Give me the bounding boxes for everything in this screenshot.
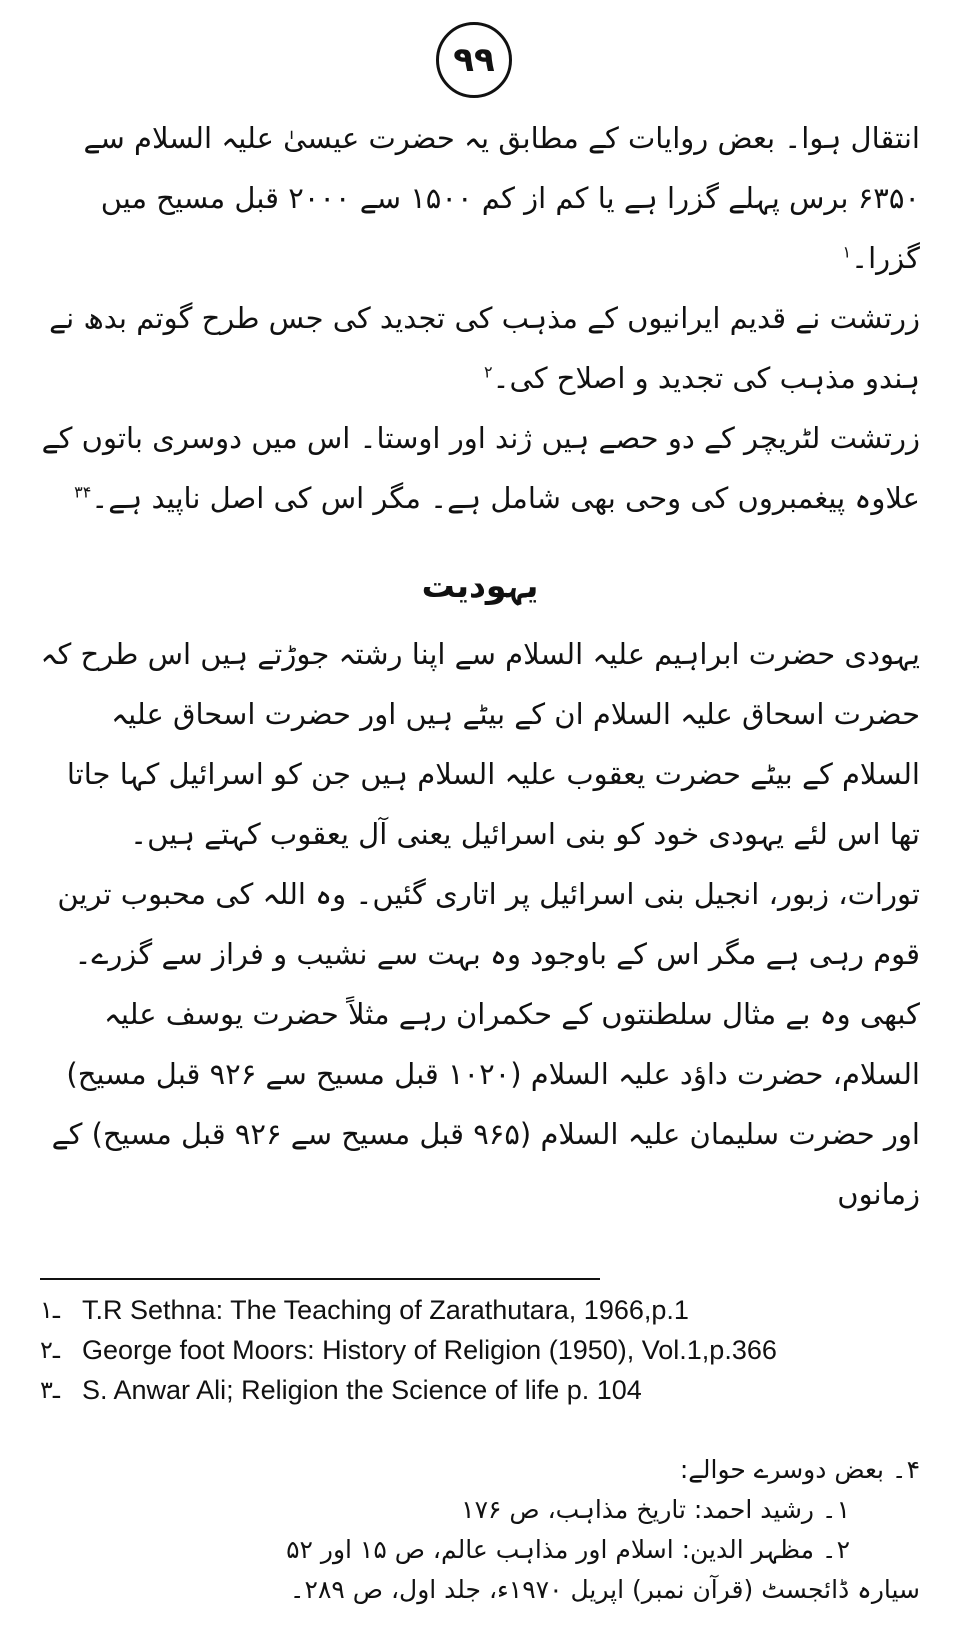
footnote-item [40, 1290, 920, 1330]
footnote-text: George foot Moors: History of Religion (1950), Vol.1,p.366 [82, 1335, 777, 1365]
paragraph-zoroaster-date [40, 108, 920, 288]
paragraph-text: زرتشت لٹریچر کے دو حصے ہیں ژند اور اوستا۔ اس میں دوسری باتوں کے علاوہ پیغمبروں کی وحی بھی شامل ہے۔ مگر اس کی اصل ناپید ہے۔ [41, 421, 920, 515]
footnote-mark: ۲ [483, 362, 493, 382]
paragraph-zoroaster-reform [40, 288, 920, 408]
footnote-mark: ۳ [74, 482, 83, 502]
footnote-subitem: ۲۔ مظہر الدین: اسلام اور مذاہب عالم، ص ۱۵ اور ۵۲ [286, 1535, 850, 1564]
footnote-intro: ۴۔ بعض دوسرے حوالے: [679, 1455, 920, 1484]
footnote-number: ۲ـ [40, 1336, 60, 1364]
footnote-divider [40, 1278, 600, 1280]
paragraph-text: زرتشت نے قدیم ایرانیوں کے مذہب کی تجدید کی جس طرح گوتم بدھ نے ہندو مذہب کی تجدید و اصلاح کی۔ [49, 301, 920, 395]
footnote-number: ۳ـ [40, 1376, 60, 1404]
footnote-mark: ۱ [842, 242, 852, 262]
footnote-number: ۱ـ [40, 1296, 60, 1324]
paragraph-judaism: یہودی حضرت ابراہیم علیہ السلام سے اپنا رشتہ جوڑتے ہیں اس طرح کہ حضرت اسحاق علیہ السلام ان کے بیٹے ہیں اور حضرت اسحاق علیہ السلام کے بیٹے حضرت یعقوب علیہ السلام ہیں جن کو اسرائیل کہا جاتا تھا اس لئے یہودی خود کو بنی اسرائیل یعنی آل یعقوب کہتے ہیں۔ تورات، زبور، انجیل بنی اسرائیل پر اتاری گئیں۔ وہ اللہ کی محبوب ترین قوم رہی ہے مگر اس کے باوجود وہ بہت سے نشیب و فراز سے گزرے۔ کبھی وہ بے مثال سلطنتوں کے حکمران رہے مثلاً حضرت یوسف علیہ السلام، حضرت داؤد علیہ السلام (۱۰۲۰ قبل مسیح سے ۹۲۶ قبل مسیح) اور حضرت سلیمان علیہ السلام (۹۶۵ قبل مسیح سے ۹۲۶ قبل مسیح) کے زمانوں [40, 637, 920, 1211]
footnote-item [40, 1370, 920, 1410]
paragraph-text: انتقال ہوا۔ بعض روایات کے مطابق یہ حضرت عیسیٰ علیہ السلام سے ۶۳۵۰ برس پہلے گزرا ہے یا کم از کم ۱۵۰۰ سے ۲۰۰۰ قبل مسیح میں گزرا۔ [83, 121, 920, 275]
paragraph-zoroaster-literature [40, 408, 920, 528]
footnote-subitem: ۱۔ رشید احمد: تاریخ مذاہب، ص ۱۷۶ [461, 1495, 850, 1524]
main-text [40, 108, 920, 1224]
footnotes-urdu [40, 1450, 920, 1610]
footnote-mark: ۴ [82, 482, 92, 502]
footnote-text: T.R Sethna: The Teaching of Zarathutara, 1966,p.1 [82, 1295, 689, 1325]
footnote-text: S. Anwar Ali; Religion the Science of life p. 104 [82, 1375, 642, 1405]
section-heading-judaism: یہودیت [421, 566, 539, 605]
footnote-item [40, 1330, 920, 1370]
footnote-last: سیارہ ڈائجسٹ (قرآن نمبر) اپریل ۱۹۷۰ء، جلد اول، ص ۲۸۹۔ [289, 1575, 920, 1604]
page-number: ۹۹ [436, 22, 512, 98]
footnotes-english [40, 1290, 920, 1410]
